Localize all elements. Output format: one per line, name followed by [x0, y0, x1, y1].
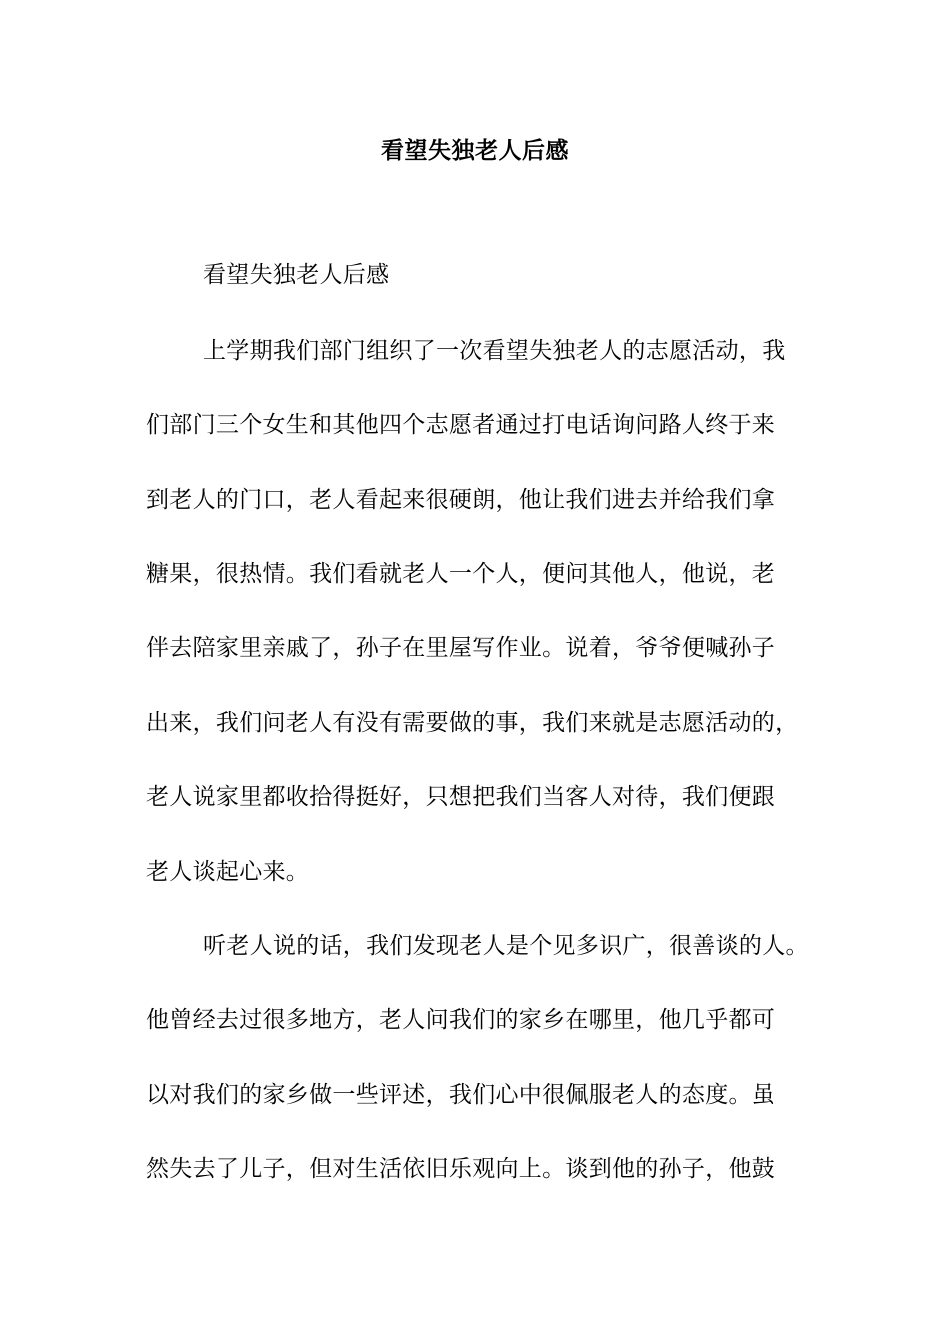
- paragraph-line: 老人说家里都收拾得挺好，只想把我们当客人对待，我们便跟: [146, 784, 776, 810]
- paragraph-line: 老人谈起心来。: [146, 859, 310, 885]
- paragraph-line: 听老人说的话，我们发现老人是个见多识广，很善谈的人。: [203, 933, 809, 959]
- paragraph-line: 糖果，很热情。我们看就老人一个人，便问其他人，他说，老: [146, 561, 776, 587]
- paragraph-line: 到老人的门口，老人看起来很硬朗，他让我们进去并给我们拿: [146, 487, 776, 513]
- paragraph-line: 然失去了儿子，但对生活依旧乐观向上。谈到他的孙子，他鼓: [146, 1156, 776, 1182]
- paragraph-line: 伴去陪家里亲戚了，孙子在里屋写作业。说着，爷爷便喊孙子: [146, 635, 776, 661]
- paragraph-line: 以对我们的家乡做一些评述，我们心中很佩服老人的态度。虽: [146, 1082, 776, 1108]
- paragraph-line: 们部门三个女生和其他四个志愿者通过打电话询问路人终于来: [146, 412, 776, 438]
- paragraph-line: 上学期我们部门组织了一次看望失独老人的志愿活动，我: [203, 338, 786, 364]
- subtitle-line: 看望失独老人后感: [203, 262, 390, 288]
- document-title: 看望失独老人后感: [381, 137, 569, 164]
- paragraph-line: 他曾经去过很多地方，老人问我们的家乡在哪里，他几乎都可: [146, 1007, 776, 1033]
- paragraph-line: 出来，我们问老人有没有需要做的事，我们来就是志愿活动的，: [146, 710, 799, 736]
